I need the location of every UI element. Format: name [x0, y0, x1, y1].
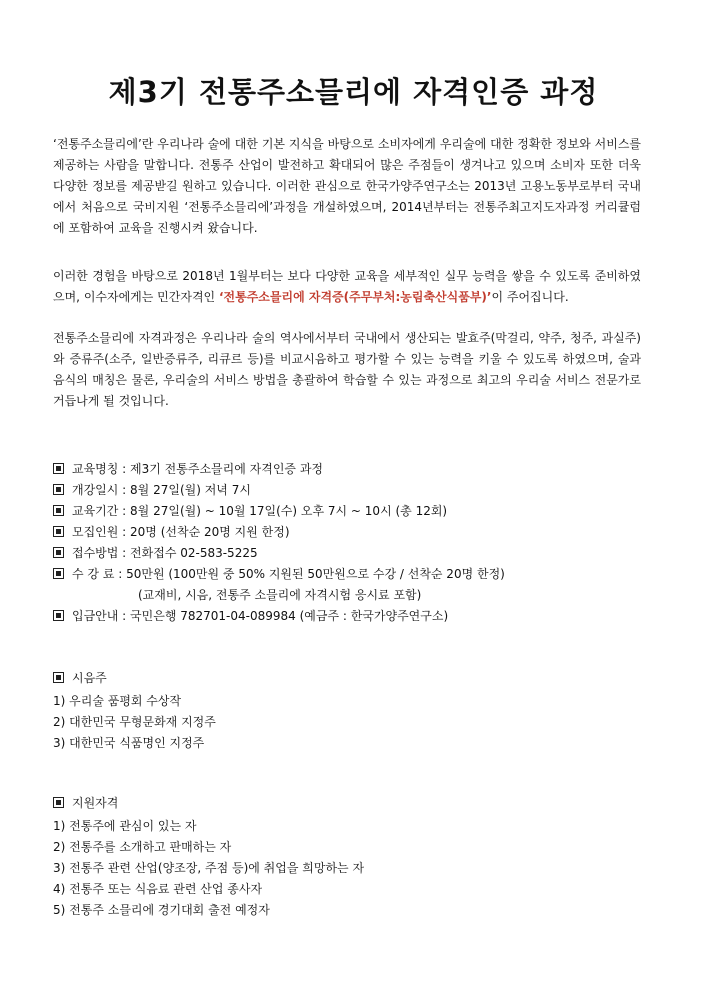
- intro-paragraph-2: [53, 266, 641, 308]
- info-text: 모집인원 : 20명 (선착순 20명 지원 한정): [72, 525, 290, 539]
- info-item-registration: [53, 543, 653, 564]
- square-bullet-icon: [53, 672, 64, 683]
- eligibility-section: [53, 793, 653, 921]
- info-text: 접수방법 : 전화접수 02-583-5225: [72, 546, 258, 560]
- list-item: 2) 대한민국 무형문화재 지정주: [53, 715, 216, 729]
- list-item: 4) 전통주 또는 식음료 관련 산업 종사자: [53, 882, 263, 896]
- info-text: 입금안내 : 국민은행 782701-04-089984 (예금주 : 한국가양주연구소): [72, 609, 449, 623]
- course-info-list: [53, 459, 653, 627]
- list-item: 3) 전통주 관련 산업(양조장, 주점 등)에 취업을 희망하는 자: [53, 861, 365, 875]
- certificate-highlight: ‘전통주소믈리에 자격증(주무부처:농림축산식품부)’: [218, 290, 492, 304]
- info-item-course-name: [53, 459, 653, 480]
- section-heading: [53, 793, 653, 816]
- info-item-payment: [53, 606, 653, 627]
- info-item-fee: [53, 564, 653, 585]
- section-heading: [53, 668, 653, 691]
- info-text: 개강일시 : 8월 27일(월) 저녁 7시: [72, 483, 251, 497]
- square-bullet-icon: [53, 484, 64, 495]
- info-item-fee-note: (교재비, 시음, 전통주 소믈리에 자격시험 응시료 포함): [138, 588, 422, 602]
- intro-paragraph-2-text: 이러한 경험을 바탕으로 2018년 1월부터는 보다 다양한 교육을 세부적인 실무 능력을 쌓을 수 있도록 준비하였으며, 이수자에게는 민간자격인: [53, 269, 641, 304]
- info-item-period: [53, 501, 653, 522]
- section-heading-text: 지원자격: [72, 796, 119, 810]
- info-text: 교육기간 : 8월 27일(월) ~ 10월 17일(수) 오후 7시 ~ 10시 (총 12회): [72, 504, 448, 518]
- list-item: 5) 전통주 소믈리에 경기대회 출전 예정자: [53, 903, 270, 917]
- square-bullet-icon: [53, 797, 64, 808]
- page-title: 제3기 전통주소믈리에 자격인증 과정: [108, 75, 599, 109]
- section-heading-text: 시음주: [72, 671, 107, 685]
- info-item-opening-date: [53, 480, 653, 501]
- square-bullet-icon: [53, 568, 64, 579]
- list-item: 1) 우리술 품평회 수상작: [53, 694, 182, 708]
- list-item: 3) 대한민국 식품명인 지정주: [53, 736, 205, 750]
- list-item: 1) 전통주에 관심이 있는 자: [53, 819, 197, 833]
- tasting-section: [53, 668, 653, 754]
- list-item: 2) 전통주를 소개하고 판매하는 자: [53, 840, 232, 854]
- intro-paragraph-3: 전통주소믈리에 자격과정은 우리나라 술의 역사에서부터 국내에서 생산되는 발효주(막걸리, 약주, 청주, 과실주)와 증류주(소주, 일반증류주, 리큐르 등)를 비교시음하고 평가할 수 있는 능력을 키울 수 있도록 하였으며, 술과 음식의 매칭은 물론, 우리술의 서비스 방법을 총괄하여 학습할 수 있는 과정으로 최고의 우리술 서비스 전문가로 거듭나게 될 것입니다.: [53, 331, 641, 408]
- square-bullet-icon: [53, 463, 64, 474]
- info-text: 수 강 료 : 50만원 (100만원 중 50% 지원된 50만원으로 수강 / 선착순 20명 한정): [72, 567, 505, 581]
- square-bullet-icon: [53, 547, 64, 558]
- square-bullet-icon: [53, 505, 64, 516]
- square-bullet-icon: [53, 526, 64, 537]
- info-text: 교육명칭 : 제3기 전통주소믈리에 자격인증 과정: [72, 462, 323, 476]
- intro-paragraph-2-end: 이 주어집니다.: [491, 290, 569, 304]
- info-item-capacity: [53, 522, 653, 543]
- square-bullet-icon: [53, 610, 64, 621]
- intro-paragraph-1: ‘전통주소믈리에’란 우리나라 술에 대한 기본 지식을 바탕으로 소비자에게 우리술에 대한 정확한 정보와 서비스를 제공하는 사람을 말합니다. 전통주 산업이 발전하고 확대되어 많은 주점들이 생겨나고 있으며 소비자 또한 더욱 다양한 정보를 제공받길 원하고 있습니다. 이러한 관심으로 한국가양주연구소는 2013년 고용노동부로부터 국내에서 처음으로 국비지원 ‘전통주소믈리에’과정을 개설하였으며, 2014년부터는 전통주최고지도자과정 커리큘럼에 포함하여 교육을 진행시켜 왔습니다.: [53, 137, 641, 235]
